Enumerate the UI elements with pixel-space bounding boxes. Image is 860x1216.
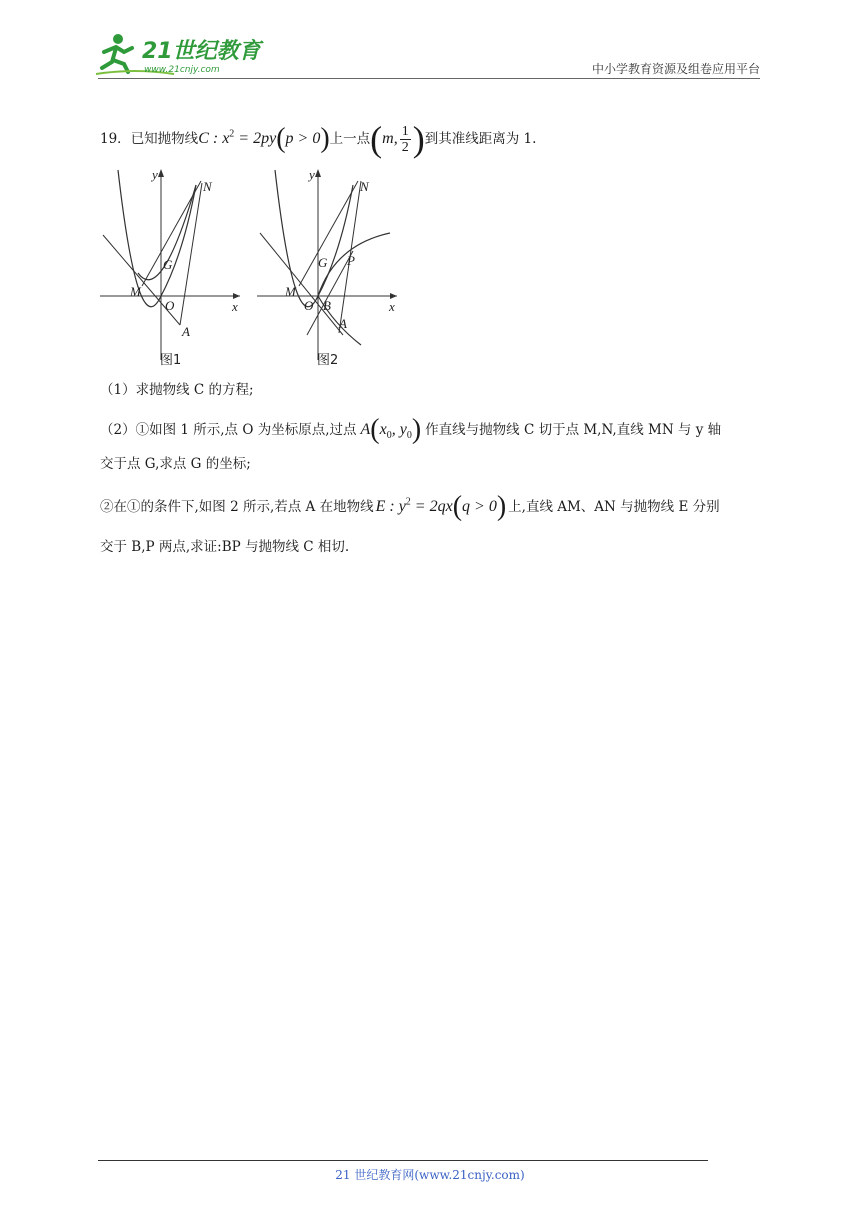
figure-2-caption: 图2 <box>317 353 339 368</box>
label-p: P <box>347 253 355 268</box>
equation-e: E : $y^2 = 2qx(q > 0)$ <box>375 491 507 522</box>
tangent-am <box>260 233 343 335</box>
tangent-an <box>180 183 202 325</box>
label-b: B <box>323 298 331 313</box>
part-1: （1）求抛物线 C 的方程; <box>100 382 254 398</box>
point-m: (m, $\frac{1}{2}$ ) <box>370 119 425 159</box>
equation-c: C : $x^2 = 2py(p > 0)$ <box>198 123 330 154</box>
figure-2 <box>255 165 405 370</box>
footer-divider <box>98 1160 708 1161</box>
logo-subtext: www.21cnjy.com <box>144 65 220 75</box>
label-g: G <box>163 257 173 272</box>
label-x: x <box>232 299 238 314</box>
label-a: A <box>339 316 347 331</box>
question-intro: 19．已知抛物线C : $x^2 = 2py(p > 0)$上一点(m, $\frac{1}{2}$ )到其准线距离为 1. <box>100 119 537 159</box>
label-o: O <box>165 298 175 313</box>
label-y: y <box>152 167 158 182</box>
logo-text: 21世纪教育 <box>142 39 261 64</box>
label-o: O <box>304 298 314 313</box>
part-3-line-1: ②在①的条件下,如图 2 所示,若点 A 在地物线 E : $y^2 = 2qx(q > 0)$ 上,直线 AM、AN 与抛物线 E 分别 <box>100 491 720 522</box>
label-m: M <box>130 284 141 299</box>
label-n: N <box>360 179 369 194</box>
footer-link[interactable]: 21 世纪教育网(www.21cnjy.com) <box>335 1168 525 1182</box>
part-3-line-2: 交于 B,P 两点,求证:BP 与抛物线 C 相切. <box>100 539 350 555</box>
part-2-line-1: （2）①如图 1 所示,点 O 为坐标原点,过点 $A(x_0$, $y_0$) 作直线与抛物线 C 切于点 M,N,直线 MN 与 y 轴 <box>100 414 722 445</box>
label-x: x <box>389 299 395 314</box>
figure-1 <box>98 165 248 370</box>
label-n: N <box>203 179 212 194</box>
point-a: $A(x_0$, $y_0$) <box>360 414 422 445</box>
line-mn <box>299 181 358 286</box>
figure-1-caption: 图1 <box>160 353 182 368</box>
header-divider <box>98 78 760 79</box>
label-y: y <box>309 167 315 182</box>
site-logo <box>94 30 264 78</box>
part-2-line-2: 交于点 G,求点 G 的坐标; <box>100 456 251 472</box>
page-header <box>0 0 860 90</box>
question-number: 19． <box>100 131 131 147</box>
y-axis-arrow <box>315 169 321 177</box>
header-platform-text: 中小学教育资源及组卷应用平台 <box>591 62 760 76</box>
label-a: A <box>182 324 190 339</box>
label-m: M <box>285 284 296 299</box>
y-axis-arrow <box>158 169 164 177</box>
label-g: G <box>318 255 328 270</box>
